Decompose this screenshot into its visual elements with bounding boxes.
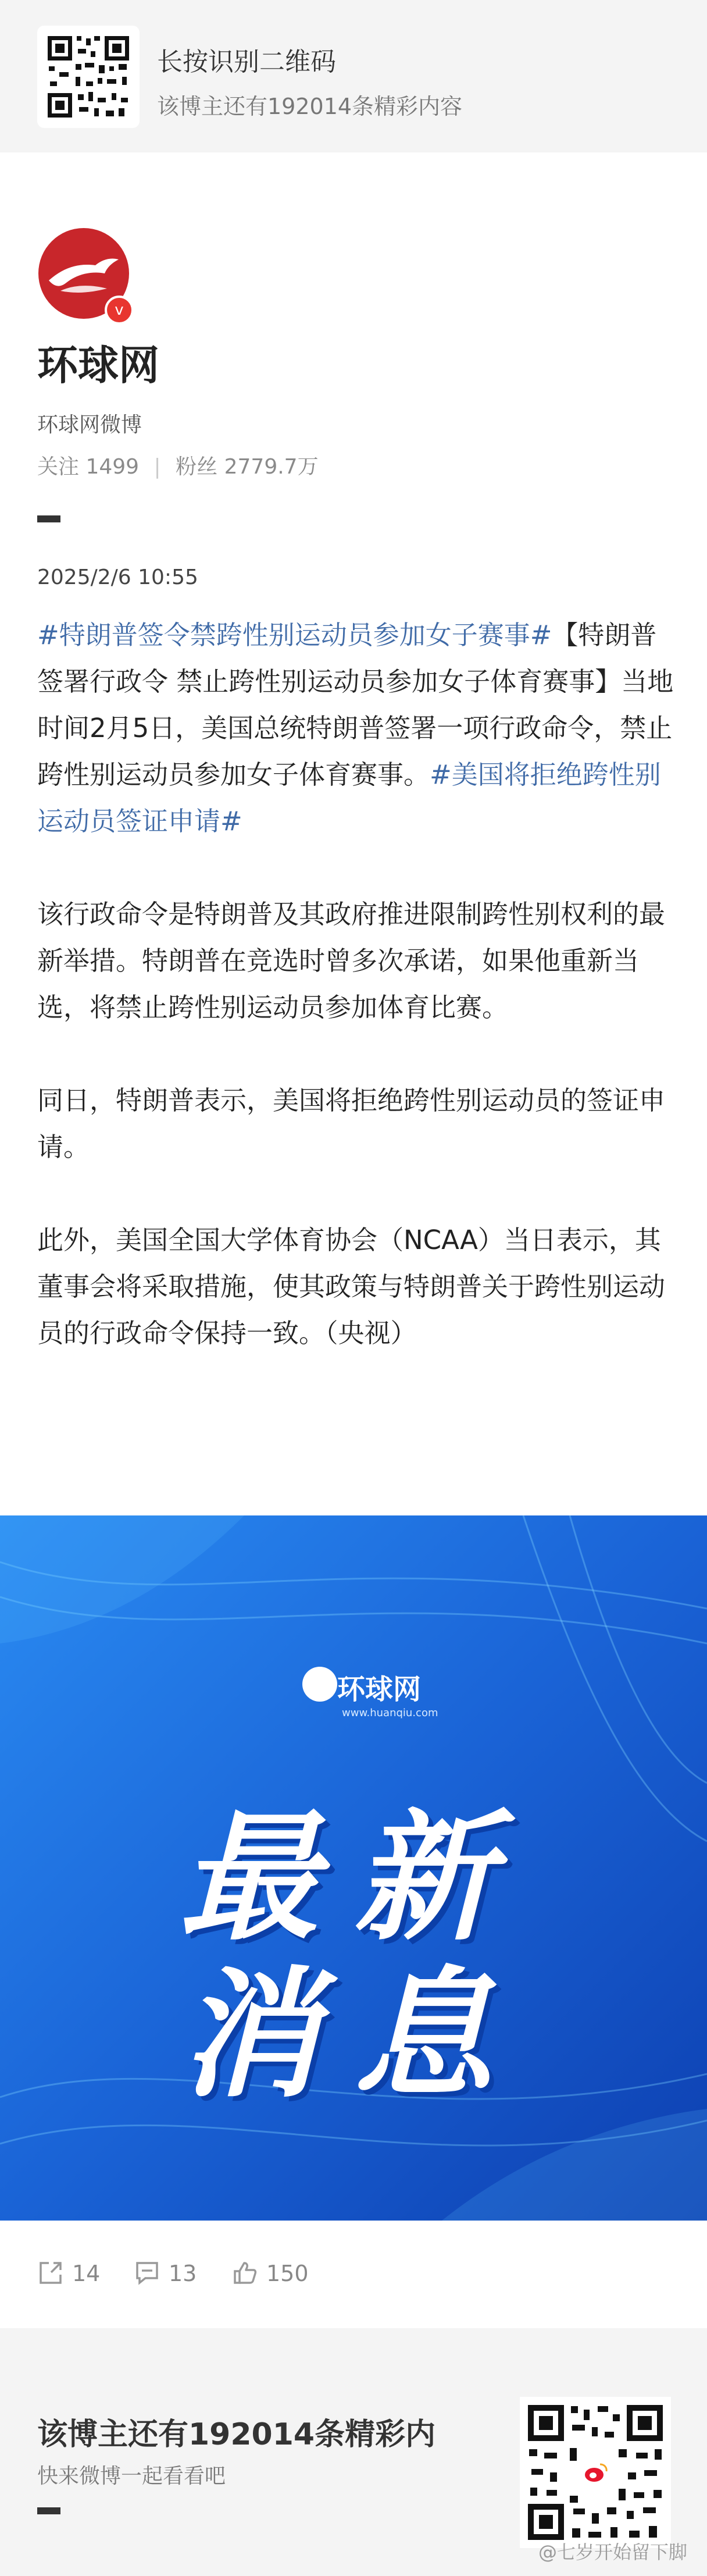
paragraph-1: [37, 612, 674, 845]
banner-subtitle: 该博主还有192014条精彩内容: [157, 94, 463, 119]
divider-dash-bottom: [37, 2507, 60, 2514]
share-icon: [37, 2260, 64, 2286]
topic-link-2[interactable]: #美国将拒绝跨性别运动员签证申请#: [37, 759, 661, 837]
post-date: 2025/2/6 10:55: [37, 565, 198, 589]
qr-code-small[interactable]: [37, 26, 140, 128]
paragraph-2: 该行政命令是特朗普及其政府推进限制跨性别权利的最新举措。特朗普在竞选时曾多次承诺，如果他重新当选，将禁止跨性别运动员参加体育比赛。: [37, 899, 666, 1023]
post-image[interactable]: [0, 1515, 707, 2221]
comment-icon: [134, 2260, 160, 2286]
paragraph-3: 同日，特朗普表示，美国将拒绝跨性别运动员的签证申请。: [37, 1085, 666, 1162]
follow-label: 关注: [37, 455, 80, 479]
share-button[interactable]: [37, 2257, 119, 2292]
topic-link-1[interactable]: #特朗普签令禁跨性别运动员参加女子赛事#: [37, 620, 552, 650]
top-banner: [0, 0, 707, 152]
hero-logo: [302, 1667, 438, 1719]
paragraph-4: 此外，美国全国大学体育协会（NCAA）当日表示，其董事会将采取措施，使其政策与特朗普关于跨性别运动员的行政命令保持一致。（央视）: [37, 1225, 666, 1349]
hero-headline-1: 最新: [179, 1796, 528, 1959]
post-body: [37, 612, 674, 1357]
hero-headline-2: 消息: [179, 1954, 528, 2116]
verified-badge-icon: v: [105, 296, 134, 325]
author-name[interactable]: 环球网: [37, 341, 159, 389]
bottom-subtitle: 快来微博一起看看吧: [37, 2464, 226, 2488]
fans-count: 2779.7万: [224, 455, 319, 479]
like-count: 150: [266, 2261, 309, 2286]
paragraph-1-text: 【特朗普签署行政令 禁止跨性别运动员参加女子体育赛事】当地时间2月5日，美国总统特朗普签署一项行政命令，禁止跨性别运动员参加女子体育赛事。: [37, 620, 674, 790]
fans-label: 粉丝: [176, 455, 218, 479]
divider-dash: [37, 515, 60, 522]
bottom-banner: [0, 2328, 707, 2576]
watermark: @七岁开始留下脚: [538, 2541, 687, 2563]
author-account: 环球网微博: [37, 413, 142, 437]
thumbs-up-icon: [231, 2260, 258, 2286]
follow-count: 1499: [85, 455, 140, 479]
comment-button[interactable]: [134, 2257, 215, 2292]
stats-divider: |: [153, 455, 161, 479]
qr-code-bottom[interactable]: [520, 2397, 671, 2548]
bottom-title: 该博主还有192014条精彩内: [37, 2417, 436, 2452]
comment-count: 13: [169, 2261, 197, 2286]
share-count: 14: [72, 2261, 101, 2286]
hero-logo-url: www.huanqiu.com: [342, 1707, 438, 1719]
action-bar: [0, 2248, 707, 2306]
like-button[interactable]: [231, 2257, 324, 2292]
hero-logo-text: 环球网: [337, 1673, 422, 1706]
author-stats: [37, 450, 319, 480]
banner-title: 长按识别二维码: [157, 47, 336, 77]
